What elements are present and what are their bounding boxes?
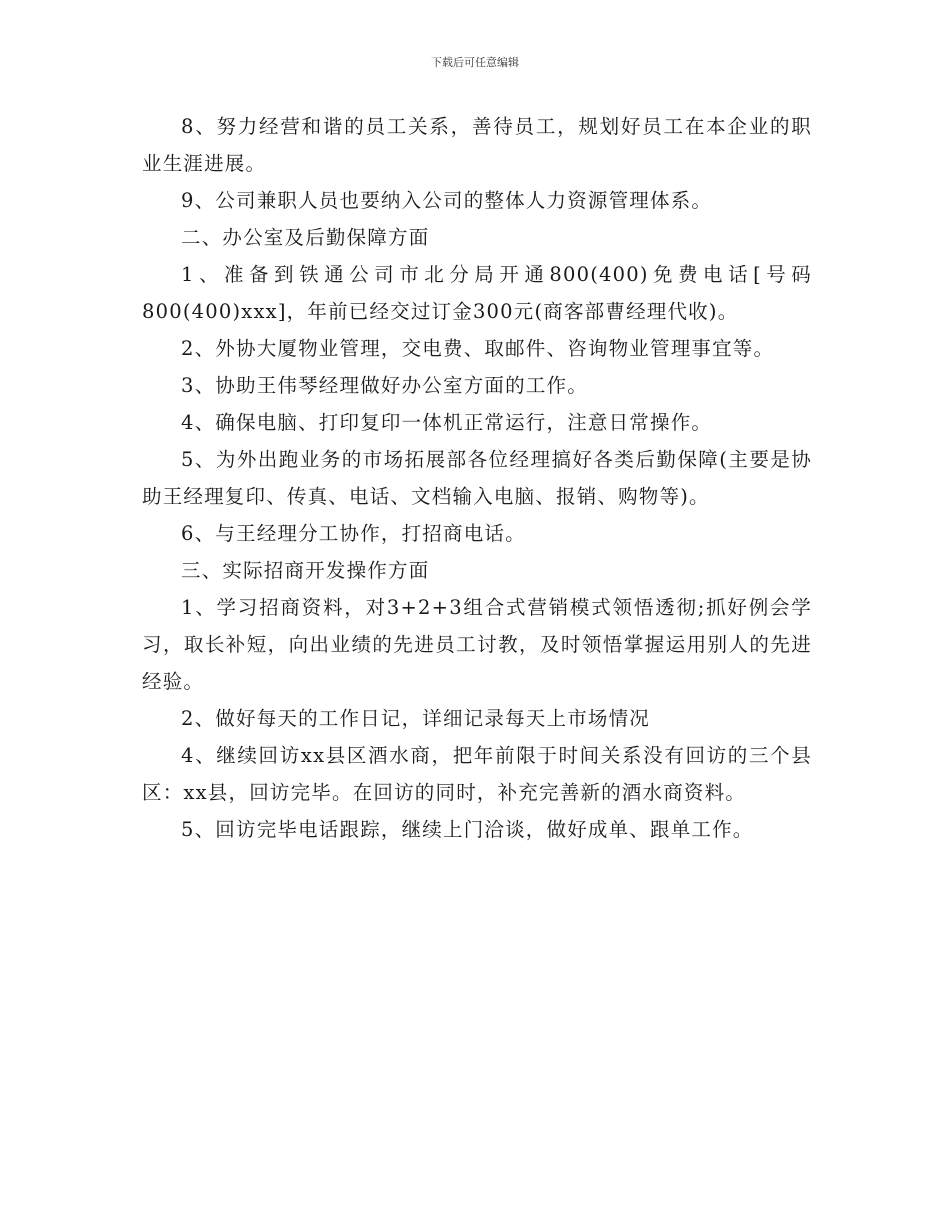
paragraph: 1、准备到铁通公司市北分局开通800(400)免费电话[号码800(400)xxx]，年前已经交过订金300元(商客部曹经理代收)。 [142,263,812,323]
paragraph: 2、外协大厦物业管理，交电费、取邮件、咨询物业管理事宜等。 [181,337,775,360]
paragraph: 5、为外出跑业务的市场拓展部各位经理搞好各类后勤保障(主要是协助王经理复印、传真、电话、文档输入电脑、报销、购物等)。 [142,448,812,508]
paragraph: 2、做好每天的工作日记，详细记录每天上市场情况 [181,707,651,730]
paragraph: 4、确保电脑、打印复印一体机正常运行，注意日常操作。 [181,411,713,434]
section-heading: 二、办公室及后勤保障方面 [181,226,430,249]
page-header-note: 下载后可任意编辑 [431,56,519,69]
section-heading: 三、实际招商开发操作方面 [181,559,430,582]
paragraph: 4、继续回访xx县区酒水商，把年前限于时间关系没有回访的三个县区：xx县，回访完毕。在回访的同时，补充完善新的酒水商资料。 [142,744,812,804]
paragraph: 1、学习招商资料，对3+2+3组合式营销模式领悟透彻;抓好例会学习，取长补短，向出业绩的先进员工讨教，及时领悟掌握运用别人的先进经验。 [142,596,812,693]
paragraph: 8、努力经营和谐的员工关系，善待员工，规划好员工在本企业的职业生涯进展。 [142,115,812,175]
paragraph: 5、回访完毕电话跟踪，继续上门洽谈，做好成单、跟单工作。 [181,818,754,841]
paragraph: 9、公司兼职人员也要纳入公司的整体人力资源管理体系。 [181,189,713,212]
document-body [142,108,812,848]
paragraph: 6、与王经理分工协作，打招商电话。 [181,522,526,545]
paragraph: 3、协助王伟琴经理做好办公室方面的工作。 [181,374,588,397]
